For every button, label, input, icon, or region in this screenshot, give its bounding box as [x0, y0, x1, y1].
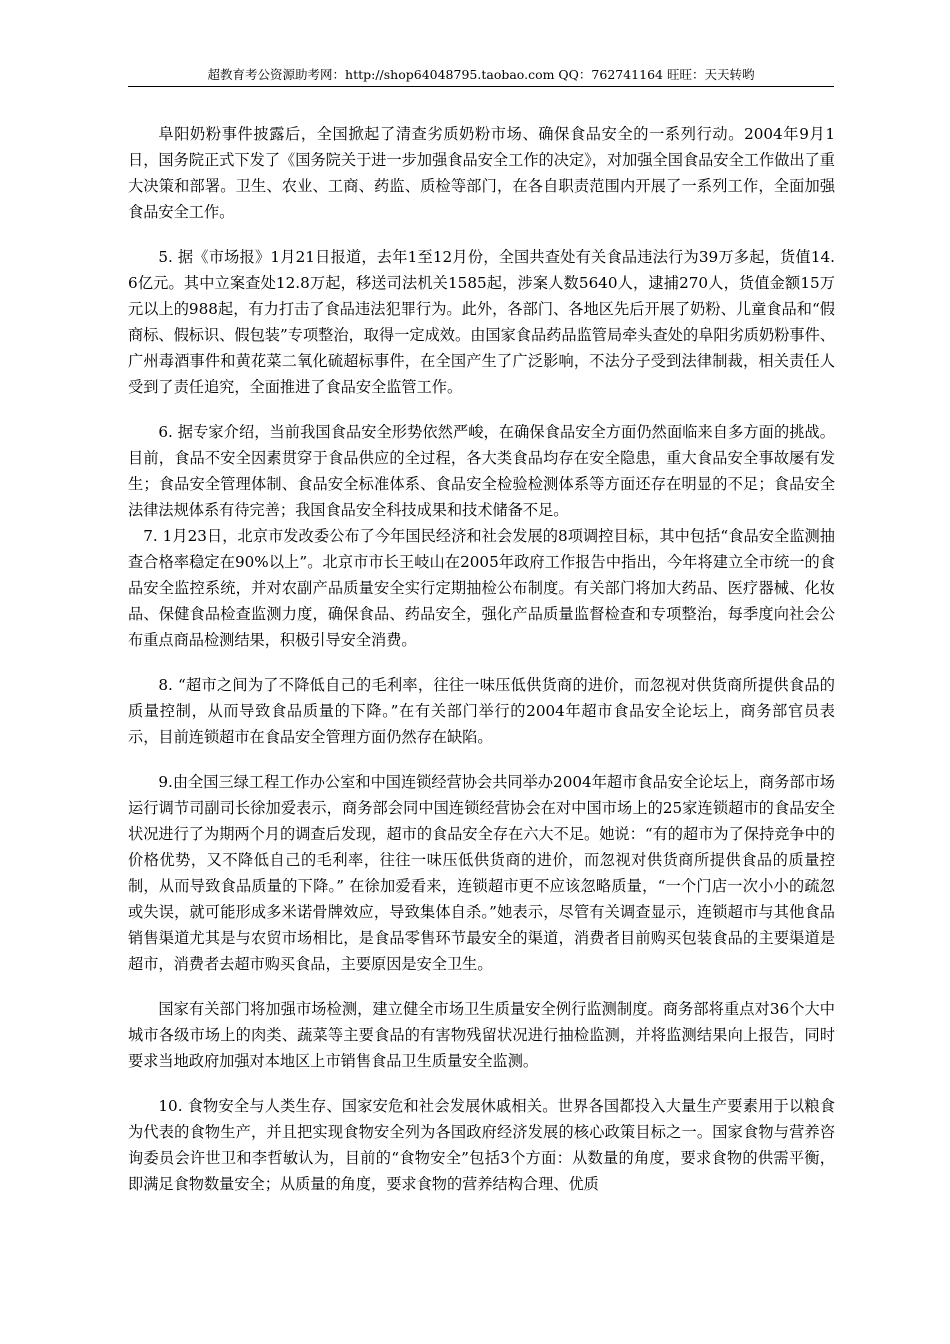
paragraph-item-7: 7. 1月23日，北京市发改委公布了今年国民经济和社会发展的8项调控目标，其中包括“食品安全监测抽查合格率稳定在90%以上”。北京市市长王岐山在2005年政府工作报告中指出，今年将建立全市统一的食品安全监控系统，并对农副产品质量安全实行定期抽检公布制度。有关部门将加大药品、医疗器械、化妆品、保健食品检查监测力度，确保食品、药品安全，强化产品质量监督检查和专项整治，每季度向社会公布重点商品检测结果，积极引导安全消费。 [128, 527, 835, 649]
paragraph-fuyang-milk: 阜阳奶粉事件披露后，全国掀起了清查劣质奶粉市场、确保食品安全的一系列行动。2004年9月1日，国务院正式下发了《国务院关于进一步加强食品安全工作的决定》，对加强全国食品安全工作做出了重大决策和部署。卫生、农业、工商、药监、质检等部门，在各自职责范围内开展了一系列工作，全面加强食品安全工作。 [128, 125, 835, 221]
document-body [128, 121, 835, 1216]
paragraph-item-5: 5. 据《市场报》1月21日报道，去年1至12月份，全国共查处有关食品违法行为39万多起，货值14.6亿元。其中立案查处12.8万起，移送司法机关1585起，涉案人数5640人，逮捕270人，货值金额15万元以上的988起，有力打击了食品违法犯罪行为。此外，各部门、各地区先后开展了奶粉、儿童食品和“假商标、假标识、假包装”专项整治，取得一定成效。由国家食品药品监管局牵头查处的阜阳劣质奶粉事件、广州毒酒事件和黄花菜二氧化硫超标事件，在全国产生了广泛影响，不法分子受到法律制裁，相关责任人受到了责任追究，全面推进了食品安全监管工作。 [128, 248, 835, 396]
paragraph-item-9: 9.由全国三绿工程工作办公室和中国连锁经营协会共同举办2004年超市食品安全论坛上，商务部市场运行调节司副司长徐加爱表示，商务部会同中国连锁经营协会在对中国市场上的25家连锁超市的食品安全状况进行了为期两个月的调查后发现，超市的食品安全存在六大不足。她说：“有的超市为了保持竞争中的价格优势，又不降低自己的毛利率，往往一味压低供货商的进价，而忽视对供货商所提供食品的质量控制，从而导致食品质量的下降。” 在徐加爱看来，连锁超市更不应该忽略质量，“一个门店一次小小的疏忽或失误，就可能形成多米诺骨牌效应，导致集体自杀。”她表示，尽管有关调查显示，连锁超市与其他食品销售渠道尤其是与农贸市场相比，是食品零售环节最安全的渠道，消费者目前购买包装食品的主要渠道是超市，消费者去超市购买食品，主要原因是安全卫生。 [128, 773, 835, 973]
paragraph-item-8: 8. “超市之间为了不降低自己的毛利率，往往一味压低供货商的进价，而忽视对供货商所提供食品的质量控制，从而导致食品质量的下降。”在有关部门举行的2004年超市食品安全论坛上，商务部官员表示，目前连锁超市在食品安全管理方面仍然存在缺陷。 [128, 676, 835, 746]
paragraph-item-6: 6. 据专家介绍，当前我国食品安全形势依然严峻，在确保食品安全方面仍然面临来自多方面的挑战。目前，食品不安全因素贯穿于食品供应的全过程，各大类食品均存在安全隐患，重大食品安全事故屡有发生；食品安全管理体制、食品安全标准体系、食品安全检验检测体系等方面还存在明显的不足；食品安全法律法规体系有待完善；我国食品安全科技成果和技术储备不足。 [128, 423, 835, 519]
page-header [128, 66, 834, 87]
paragraph-market-monitoring: 国家有关部门将加强市场检测，建立健全市场卫生质量安全例行监测制度。商务部将重点对36个大中城市各级市场上的肉类、蔬菜等主要食品的有害物残留状况进行抽检监测，并将监测结果向上报告，同时要求当地政府加强对本地区上市销售食品卫生质量安全监测。 [128, 1000, 835, 1070]
paragraph-item-10: 10. 食物安全与人类生存、国家安危和社会发展休戚相关。世界各国都投入大量生产要素用于以粮食为代表的食物生产，并且把实现食物安全列为各国政府经济发展的核心政策目标之一。国家食物与营养咨询委员会许世卫和李哲敏认为，目前的“食物安全”包括3个方面：从数量的角度，要求食物的供需平衡，即满足食物数量安全；从质量的角度，要求食物的营养结构合理、优质 [128, 1097, 835, 1193]
header-text: 超教育考公资源助考网：http://shop64048795.taobao.com QQ：762741164 旺旺：天天转哟 [207, 67, 755, 82]
